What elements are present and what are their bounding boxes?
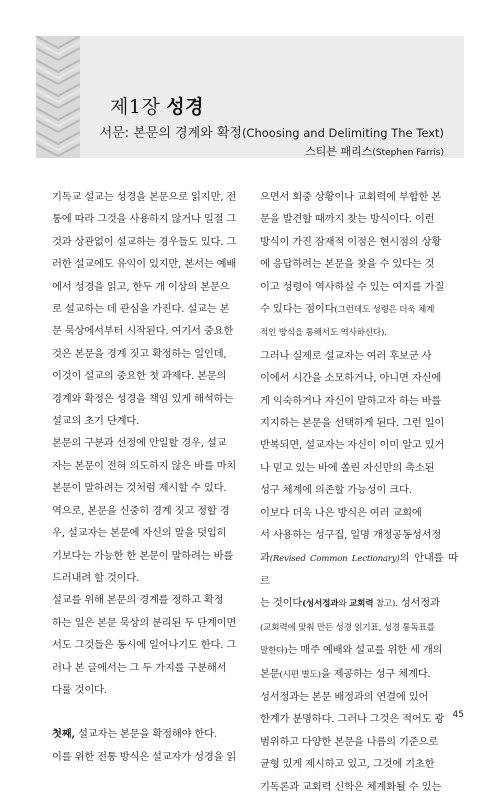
cross-reference: (성서정과 xyxy=(302,599,339,610)
paragraph-text: 을 제공하는 성구 체계다. xyxy=(320,667,431,680)
parenthetical-note: 와 xyxy=(338,599,349,610)
paragraph-text: 으면서 회중 상황이나 교회력에 부합한 본 문을 발견할 때까지 찾는 방식이다. 이런 방식이 가진 잠재적 이점은 현시점의 상황 에 응답하려는 본문을 찾을 수 있다는 것 이고 성령이 역사하실 수 있는 여지를 가질 수 있다는 점이다 xyxy=(260,191,445,316)
subtitle-english: (Choosing and Delimiting The Text) xyxy=(241,126,444,140)
english-term: (Revised Common Lectionary) xyxy=(269,553,400,564)
subtitle-korean: 서문: 본문의 경계와 확정 xyxy=(99,126,242,141)
paragraph-lead: 첫째, xyxy=(52,728,75,741)
paragraph-text: 설교자는 본문을 확정해야 한다. 이를 위한 전통 방식은 설교자가 성경을 읽 xyxy=(52,728,237,763)
paragraph: 본문의 구분과 선정에 안일할 경우, 설교 자는 본문이 전혀 의도하지 않은 바를 마치 본문이 말하려는 것처럼 제시할 수 있다. 역으로, 본문을 신중히 경계 짓고 정할 경 우, 설교자는 본문에 자신의 말을 덧입히 기보다는 가능한 한 본문이 말하려는 바를 드러내려 할 것이다. xyxy=(52,437,237,584)
chapter-name: 성경 xyxy=(166,96,205,118)
paragraph-gap xyxy=(52,701,250,723)
right-column xyxy=(260,186,458,798)
paragraph xyxy=(260,186,458,345)
paragraph-text: 는 매주 예배와 설교를 위한 세 개의 본문 xyxy=(260,644,443,680)
paragraph-text: 의 안내를 따르 는 것이다 xyxy=(260,551,458,610)
parenthetical-note: (교회력에 맞춰 만든 성경 읽기표, 성경 통독표를 말한다) xyxy=(260,622,435,657)
paragraph xyxy=(260,502,458,686)
chapter-title xyxy=(110,92,204,119)
decorative-pattern xyxy=(36,36,80,158)
author-english: (Stephen Farris) xyxy=(372,148,444,158)
parenthetical-note: (시편 별도) xyxy=(279,669,321,680)
parenthetical-note: (그런데도 성령은 더욱 체계 적인 방식을 통해서도 역사하신다). xyxy=(260,305,435,339)
paragraph-text: 성서정과 xyxy=(400,597,440,610)
paragraph-text: 이보다 더욱 나은 방식은 여러 교회에 서 사용하는 성구집, 일명 개정공동성서정 과 xyxy=(260,506,442,564)
page-number: 45 xyxy=(452,710,464,720)
left-column xyxy=(52,186,250,768)
author-korean: 스티븐 패리스 xyxy=(305,145,373,158)
paragraph: 성서정과는 본문 배정과의 연결에 있어 한계가 분명하다. 그러나 그것은 적어도 광 범위하고 다양한 본문을 나름의 기준으로 균형 있게 제시하고 있고, 그것에 기초한 기독론과 교회력 신학은 체계화될 수 있는 xyxy=(260,690,445,793)
author-line xyxy=(305,143,444,159)
parenthetical-note: 참고). xyxy=(373,599,398,610)
section-subtitle xyxy=(100,122,444,141)
paragraph xyxy=(52,723,250,768)
cross-reference: 교회력 xyxy=(348,599,374,610)
paragraph: 기독교 설교는 성경을 본문으로 읽지만, 전 통에 따라 그것을 사용하지 않거나 일절 그 것과 상관없이 설교하는 경우들도 있다. 그 러한 설교에도 유익이 있지만, 본서는 예배 에서 성경을 읽고, 한두 개 이상의 본문으 로 설교하는 데 관심을 가진다. 설교는 본 문 묵상에서부터 시작된다. 여기서 중요한 것은 본문을 경계 짓고 확정하는 일인데, 이것이 설교의 중요한 첫 과제다. 본문의 경계와 확정은 성경을 책임 있게 해석하는 설교의 초기 단계다. xyxy=(52,191,237,428)
paragraph: 그러나 실제로 설교자는 여러 후보군 사 이에서 시간을 소모하거나, 아니면 자신에 게 익숙하거나 자신이 말하고자 하는 바를 지지하는 본문을 선택하게 된다. 그런 일이 반복되면, 설교자는 자신이 이미 알고 있거 나 믿고 있는 바에 쏠린 자신만의 축소된 성구 체계에 의존할 가능성이 크다. xyxy=(260,349,445,497)
paragraph: 설교를 위해 본문의 경계를 정하고 확정 하는 일은 본문 묵상의 분리된 두 단계이면 서도 그것들은 동시에 일어나기도 한다. 그 러나 본 글에서는 그 두 가지를 구분해서 다룰 것이다. xyxy=(52,594,237,696)
chapter-number: 제1장 xyxy=(110,96,161,118)
